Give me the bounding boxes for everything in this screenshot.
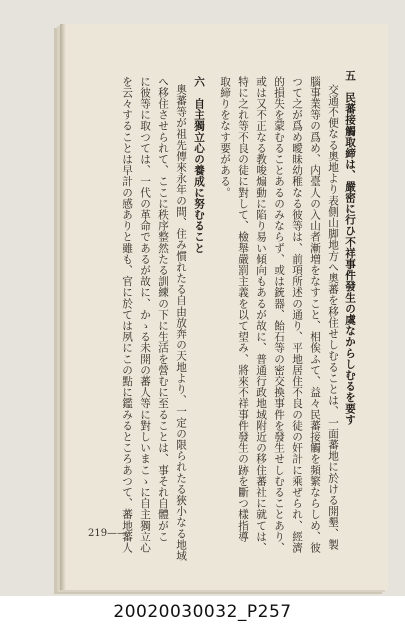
- section-5-heading: 五 民蕃接觸取締は、嚴密に行ひ不祥事件發生の虞なからしむるを要す: [344, 70, 356, 426]
- section-6-line-4: を云々することは早計の感ありと雖も、官に於ては夙にこの點に鑑みるところあつて、蕃地蕃人: [121, 76, 133, 554]
- section-5-line-1: 交通不便なる奧地より表側山脚地方へ奧蕃を移住せしむることは、一面蕃地に於ける開墾、製: [327, 84, 339, 551]
- section-5-line-2: 腦事業等の爲め、内臺人の入山者漸増をなすこと、相俟ふて、益々民蕃接觸を頻繁ならしめ、彼: [309, 76, 321, 554]
- section-5-line-3: つて之が爲め曖昧幼稚なる彼等は、前項所述の通り、平地居住不良の徒の奸計に乘ぜられ、經濟: [291, 76, 303, 554]
- page-spine-shadow: [60, 24, 66, 590]
- section-6-line-2: へ移住させられて、ここに秩序整然たる訓練の下に生活を營むに至ることは、事それ自體がこ: [157, 76, 169, 543]
- section-5-line-4: 的損失を蒙むることあるのみならず、或は銃器、飴石等の密交換事件を發生せしむることあり、: [273, 76, 285, 554]
- image-caption: 20020030032_P257: [113, 602, 292, 622]
- section-5-line-5: 或は又不正なる教唆煽動に陷り易い傾向もあるが故に、普通行政地域附近の移住蕃社に就ては、: [255, 76, 267, 554]
- section-6-line-3: に彼等に取つては、一代の革命であるが故に、かゝる未開の蕃人等に對しいまこゝに自主獨立心: [139, 76, 151, 554]
- page-number: 219——: [88, 528, 128, 539]
- section-6-heading: 六 自主獨立心の養成に努むること: [193, 76, 205, 254]
- section-6-line-1: 奧蕃等が祖先傳來永年の間、住み慣れたる自由放奔の天地より、一定の限られたる狹小なる地域: [175, 84, 187, 562]
- section-5-line-7: 取締りをなす要がある。: [219, 76, 231, 199]
- section-5-line-6: 特に之れ等不良の徒に對して、檢舉嚴罰主義を以て望み、將來不祥事件發生の跡を斷つ樣指導: [237, 76, 249, 543]
